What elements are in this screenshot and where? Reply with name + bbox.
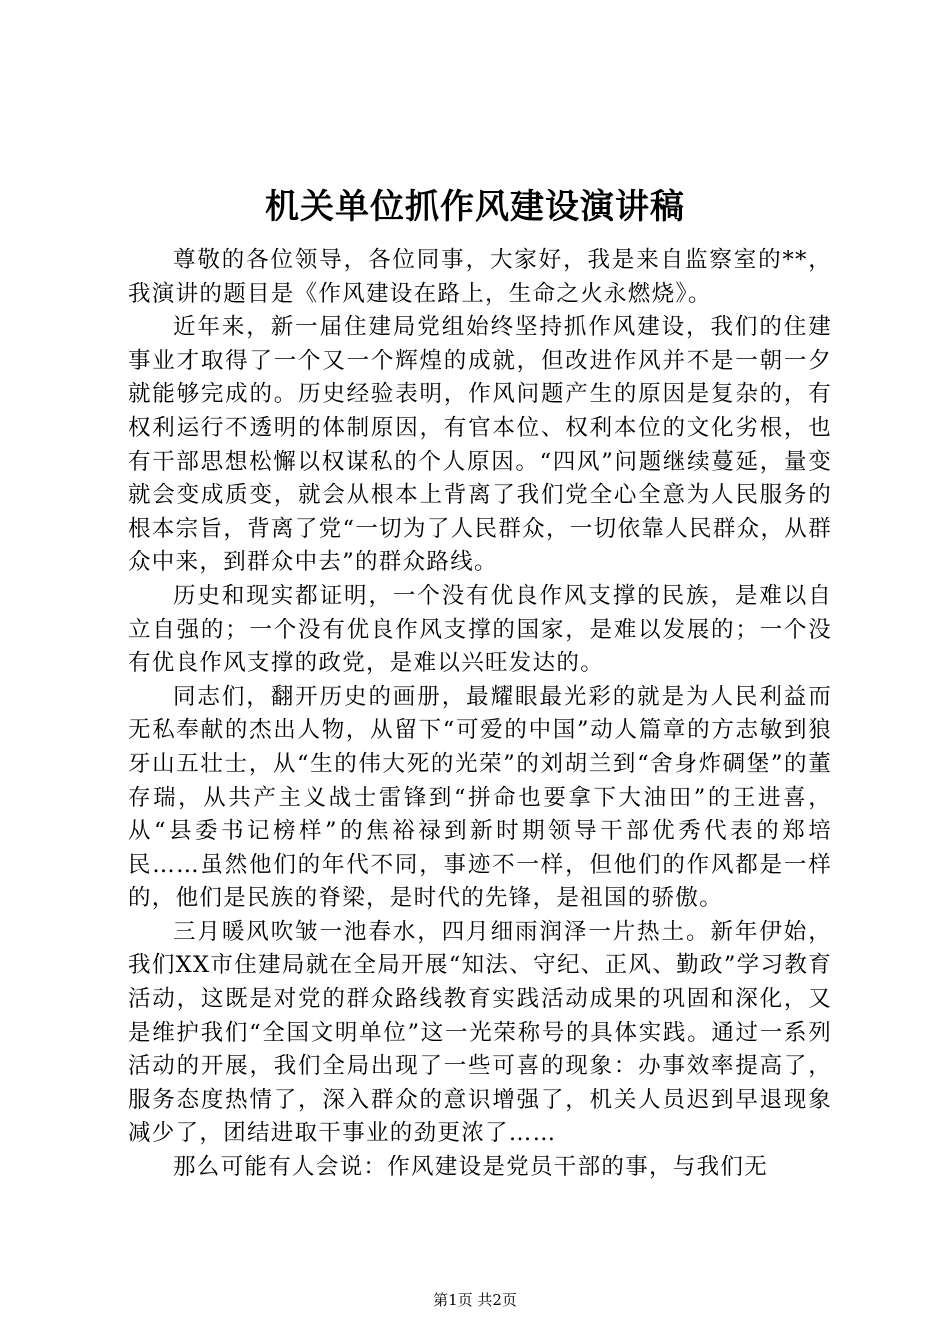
- paragraph-history-proves: 历史和现实都证明，一个没有优良作风支撑的民族，是难以自立自强的；一个没有优良作风支撑的国家，是难以发展的；一个没有优良作风支撑的政党，是难以兴旺发达的。: [128, 582, 832, 677]
- document-body: [128, 244, 832, 1185]
- paragraph-bureau-activities: 三月暖风吹皱一池春水，四月细雨润泽一片热土。新年伊始，我们XX市住建局就在全局开展“知法、守纪、正风、勤政”学习教育活动，这既是对党的群众路线教育实践活动成果的巩固和深化，又是维护我们“全国文明单位”这一光荣称号的具体实践。通过一系列活动的开展，我们全局出现了一些可喜的现象：办事效率提高了，服务态度热情了，深入群众的意识增强了，机关人员迟到早退现象减少了，团结进取干事业的劲更浓了……: [128, 918, 832, 1147]
- paragraph-role-models: 同志们，翻开历史的画册，最耀眼最光彩的就是为人民利益而无私奉献的杰出人物，从留下“可爱的中国”动人篇章的方志敏到狼牙山五壮士，从“生的伟大死的光荣”的刘胡兰到“舍身炸碉堡”的董存瑞，从共产主义战士雷锋到“拼命也要拿下大油田”的王进喜，从“县委书记榜样”的焦裕禄到新时期领导干部优秀代表的郑培民……虽然他们的年代不同，事迹不一样，但他们的作风都是一样的，他们是民族的脊梁，是时代的先锋，是祖国的骄傲。: [128, 683, 832, 912]
- paragraph-greeting: 尊敬的各位领导，各位同事，大家好，我是来自监察室的**，我演讲的题目是《作风建设在路上，生命之火永燃烧》。: [128, 247, 832, 307]
- document-title: 机关单位抓作风建设演讲稿: [265, 187, 685, 227]
- paragraph-continuation: 那么可能有人会说：作风建设是党员干部的事，与我们无: [173, 1154, 769, 1181]
- page-number-footer: 第1页 共2页: [433, 1291, 517, 1309]
- paragraph-work-style-problems: 近年来，新一届住建局党组始终坚持抓作风建设，我们的住建事业才取得了一个又一个辉煌的成就，但改进作风并不是一朝一夕就能够完成的。历史经验表明，作风问题产生的原因是复杂的，有权利运行不透明的体制原因，有官本位、权利本位的文化劣根，也有干部思想松懈以权谋私的个人原因。“四风”问题继续蔓延，量变就会变成质变，就会从根本上背离了我们党全心全意为人民服务的根本宗旨，背离了党“一切为了人民群众，一切依靠人民群众，从群众中来，到群众中去”的群众路线。: [128, 314, 832, 576]
